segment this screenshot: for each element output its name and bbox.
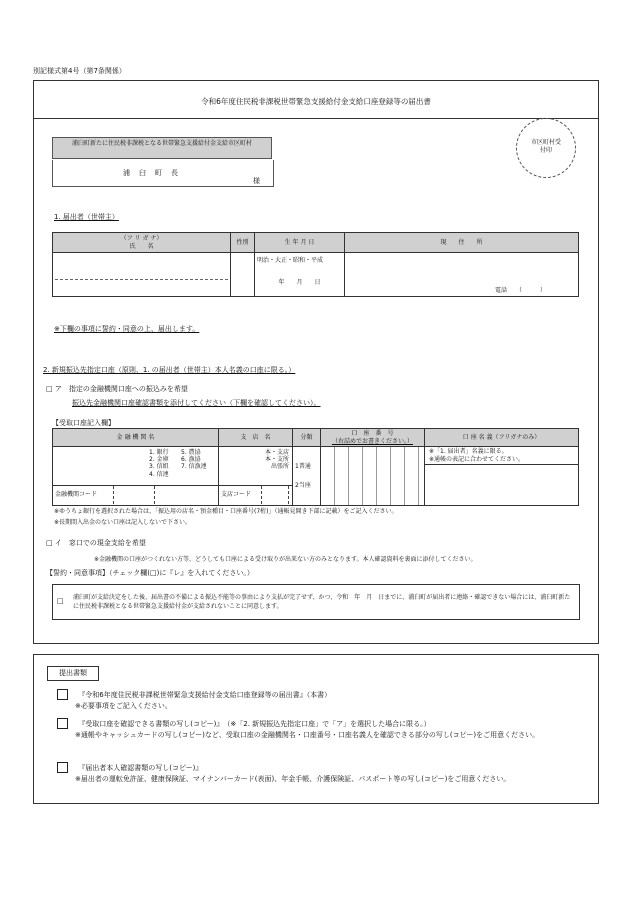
section1-heading: 1. 届出者（世帯主） xyxy=(54,213,119,221)
bank-type-6[interactable]: 6. 漁協 xyxy=(181,456,201,464)
doc-1-checkbox[interactable] xyxy=(57,689,68,700)
section2-heading: 2. 新規振込先指定口座（原則、1. の届出者（世帯主）本人名義の口座に限る。） xyxy=(43,366,296,374)
dormant-note: ※長期間入出金のない口座は記入しないで下さい。 xyxy=(54,519,192,526)
branch-code-label: 支店コード xyxy=(221,491,252,498)
option-b-label: イ 窓口での現金支給を希望 xyxy=(54,539,146,547)
pledge-checkbox[interactable]: □ xyxy=(57,597,64,605)
doc-item-2 xyxy=(57,718,431,729)
doc-2-text: 『受取口座を確認できる書類の写し(コピー)』 （※「2. 新規振込先指定口座」で「ア」を選択した場合に限る。） xyxy=(78,719,431,728)
account-type-2[interactable]: 2当座 xyxy=(295,482,311,489)
bank-name-header: 金 融 機 関 名 xyxy=(53,429,219,447)
account-number-sub: （右詰めでお書きください。） xyxy=(331,437,413,445)
account-type-header: 分類 xyxy=(293,429,321,447)
pledge-text: 浦臼町が支給決定をした後、届出書の不備による振込不能等の事由により支払が完了せず、かつ、令和 年 月 日までに、浦臼町が届出者に連絡・確認できない場合には、浦臼町新たに住民税非課税となる世帯緊急支援給付金が支給されないことに同意します。 xyxy=(73,594,571,610)
account-number-header xyxy=(321,429,425,447)
account-type-cell[interactable] xyxy=(293,447,321,506)
account-number-label: 口 座 番 号 xyxy=(351,430,394,437)
doc-2-note: ※通帳やキャッシュカードの写し(コピー)など、受取口座の金融機関名・口座番号・口座名義人を確認できる部分の写し(コピー)をご用意ください。 xyxy=(75,731,540,739)
account-number-cell[interactable] xyxy=(321,447,425,506)
furigana-label: （フ リ ガ ナ） xyxy=(120,235,163,242)
name-label: 氏 名 xyxy=(129,242,154,250)
era-options: 明治・大正・昭和・平成 xyxy=(257,257,324,264)
name-header-cell xyxy=(53,233,231,253)
bank-type-4[interactable]: 4. 信連 xyxy=(149,470,169,478)
mayor-title: 浦 臼 町 長 xyxy=(123,169,179,177)
doc-3-note: ※届出者の運転免許証、健康保険証、マイナンバーカード(表面)、年金手帳、介護保険証、パスポート等の写し(コピー)をご用意ください。 xyxy=(75,775,511,783)
yucho-note: ※ゆうちょ銀行を選択された場合は、「振込用の店名・預金種目・口座番号(7桁)」（通帳見開き下部に記載）をご記入ください。 xyxy=(54,508,398,515)
bank-type-1[interactable]: 1. 銀行 xyxy=(149,449,169,456)
bank-code-boxes[interactable] xyxy=(113,486,155,504)
bank-types-col2 xyxy=(181,449,207,471)
doc-1-text: 『令和6年度住民税非課税世帯緊急支援給付金支給口座登録等の届出書』（本書） xyxy=(78,690,332,699)
recipient-header: 浦臼町新たに住民税非課税となる世帯緊急支援給付金支給市区町村 xyxy=(52,137,272,159)
reception-stamp-area: 市区町村受付印 xyxy=(516,118,576,178)
account-number-boxes[interactable] xyxy=(321,447,424,505)
bank-code-label: 金融機関コード xyxy=(55,491,98,498)
option-a-note: 振込先金融機関口座確認書類を添付してください（下欄を確認してください）。 xyxy=(72,399,321,407)
account-table-title: 【受取口座記入欄】 xyxy=(52,419,115,427)
branch-name-cell[interactable] xyxy=(219,447,293,506)
address-input-cell[interactable] xyxy=(345,253,579,297)
form-title: 令和6年度住民税非課税世帯緊急支援給付金支給口座登録等の届出書 xyxy=(201,97,431,106)
bank-type-2[interactable]: 2. 金庫 xyxy=(149,456,169,464)
option-b-note: ※金融機関の口座がつくれない方等、どうしても口座による受け取りが出来ない方のみとなります。本人確認資料を裏面に添付してください。 xyxy=(94,556,477,563)
account-type-1[interactable]: 1普通 xyxy=(295,462,311,470)
address-label: 現 住 所 xyxy=(345,233,579,253)
applicant-table xyxy=(52,232,579,297)
branch-type-1[interactable]: 本・支店 xyxy=(264,449,289,456)
account-holder-header: 口 座 名 義（フリガナのみ） xyxy=(425,429,579,447)
holder-note-1: ※「1. 届出者」名義に限る。 xyxy=(429,448,508,455)
doc-2-checkbox[interactable] xyxy=(57,718,68,729)
documents-heading: 提出書類 xyxy=(47,666,99,681)
title-divider xyxy=(33,118,599,119)
sex-label: 性別 xyxy=(231,233,255,253)
bank-code-row[interactable] xyxy=(53,485,218,504)
account-holder-cell[interactable] xyxy=(425,447,579,506)
doc-1-note: ※必要事項をご記入ください。 xyxy=(75,702,172,710)
consent-note: ※下欄の事項に誓約・同意の上、届出します。 xyxy=(54,325,200,333)
option-a-label: ア 指定の金融機関口座への振込みを希望 xyxy=(54,385,188,393)
holder-note-2: ※通帳の表記に合わせてください。 xyxy=(429,455,525,463)
doc-3-text: 『届出者本人確認書類の写し(コピー)』 xyxy=(78,763,203,772)
dob-input-cell[interactable] xyxy=(255,253,345,297)
ymd-label: 年 月 日 xyxy=(278,278,321,286)
doc-item-1 xyxy=(57,689,331,700)
bank-type-3[interactable]: 3. 信組 xyxy=(149,463,169,471)
bank-types-col1 xyxy=(149,449,169,478)
sama-label: 様 xyxy=(253,177,260,185)
doc-3-checkbox[interactable] xyxy=(57,762,68,773)
bank-type-5[interactable]: 5. 農協 xyxy=(181,449,201,456)
name-input-cell[interactable] xyxy=(53,253,231,297)
bank-name-cell[interactable] xyxy=(53,447,219,506)
pledge-box xyxy=(52,584,580,620)
bank-type-7[interactable]: 7. 信漁連 xyxy=(181,463,207,471)
option-a[interactable] xyxy=(46,385,188,394)
branch-type-2[interactable]: 本・支所 xyxy=(264,456,289,464)
sex-input-cell[interactable] xyxy=(231,253,255,297)
branch-name-header: 支 店 名 xyxy=(219,429,293,447)
account-table xyxy=(52,428,579,506)
form-number: 別記様式第4号（第7条関係） xyxy=(33,67,126,75)
option-b-checkbox[interactable]: □ xyxy=(46,539,53,547)
pledge-heading: 【誓約・同意事項】（チェック欄(□)に『レ』を入れてください。） xyxy=(46,569,254,577)
option-a-checkbox[interactable]: □ xyxy=(46,385,53,393)
doc-item-3 xyxy=(57,762,202,773)
recipient-box xyxy=(52,160,274,187)
branch-code-row[interactable] xyxy=(219,485,292,504)
option-b[interactable] xyxy=(46,539,146,548)
branch-type-3[interactable]: 出張所 xyxy=(270,463,289,471)
holder-notes xyxy=(425,447,578,465)
dob-label: 生 年 月 日 xyxy=(255,233,345,253)
phone-label: 電話 （ ） xyxy=(494,286,546,294)
branch-code-boxes[interactable] xyxy=(261,486,289,504)
branch-types xyxy=(219,447,292,485)
